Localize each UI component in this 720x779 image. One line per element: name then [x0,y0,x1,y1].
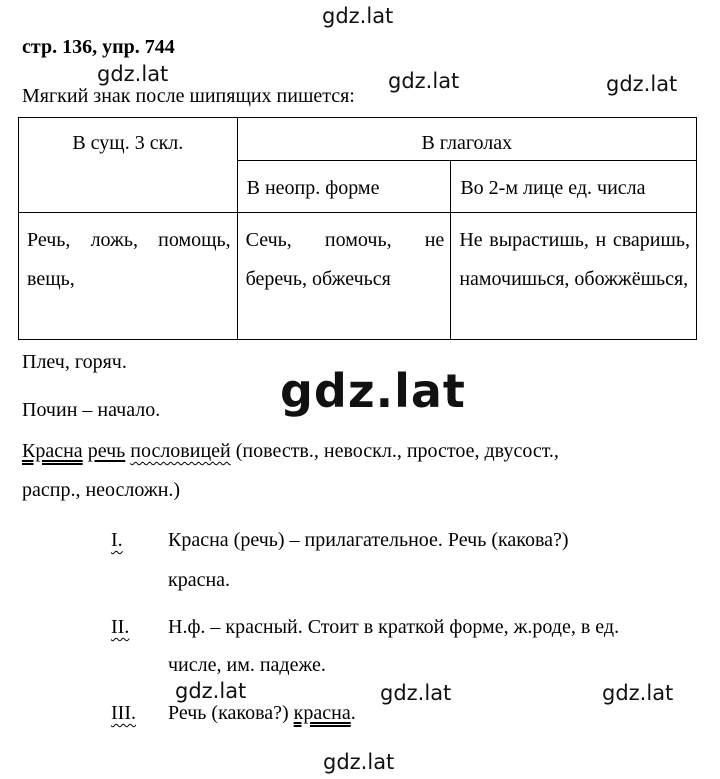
sentence-cont: распр., неосложн.) [22,479,181,501]
col1-cell: Речь, ложь, помощь, вещь, [19,213,238,340]
watermark-center: gdz.lat [280,364,466,418]
sentence-rest: (повеств., невоскл., простое, двусост., [230,440,559,462]
analysis-3-pre: Речь (какова?) [168,702,294,724]
watermark-bottom: gdz.lat [323,750,395,774]
analysis-3-line1 [168,703,356,723]
col2-cell: Сечь, помочь, не беречь, обжечься [237,213,451,340]
analysis-num-1: I. [111,529,123,551]
analysis-num-2: II. [111,616,130,638]
sentence-word-adverbial: пословицей [130,440,231,462]
watermark-lower-left: gdz.lat [175,679,247,703]
intro-text: Мягкий знак после шипящих пишется: [22,85,355,107]
text-line1: Плеч, горяч. [22,351,127,373]
watermark-top: gdz.lat [322,4,394,28]
analysis-2-line1: Н.ф. – красный. Стоит в краткой форме, ж.роде, в ед. [168,616,620,638]
col23-header: В глаголах [237,118,696,161]
col3-subheader: Во 2-м лице ед. числа [451,161,697,213]
watermark-line2-right: gdz.lat [606,72,678,96]
analysis-3-post: . [350,702,356,724]
col3-cell: Не вырастишь, н сваришь, намочишься, обожжёшься, [451,213,697,340]
analysis-1-line2: красна. [168,569,231,591]
analysis-3-word: красна [293,702,351,724]
watermark-line2-left: gdz.lat [97,62,169,86]
watermark-lower-right: gdz.lat [602,681,674,705]
watermark-lower-mid: gdz.lat [380,681,452,705]
sentence-word-subject: речь [87,440,126,462]
analysis-2-line2: числе, им. падеже. [168,654,326,676]
sentence-word-predicate: Красна [22,440,83,462]
analysis-num-3: III. [111,702,136,724]
rule-table [18,117,697,340]
analysis-1-line1: Красна (речь) – прилагательное. Речь (какова?) [168,529,569,551]
col1-header: В сущ. 3 скл. [19,118,238,213]
col2-subheader: В неопр. форме [237,161,451,213]
sentence-line [22,441,559,461]
watermark-line2-mid: gdz.lat [388,69,460,93]
page-heading: стр. 136, упр. 744 [22,36,175,58]
text-line2: Почин – начало. [22,399,161,421]
